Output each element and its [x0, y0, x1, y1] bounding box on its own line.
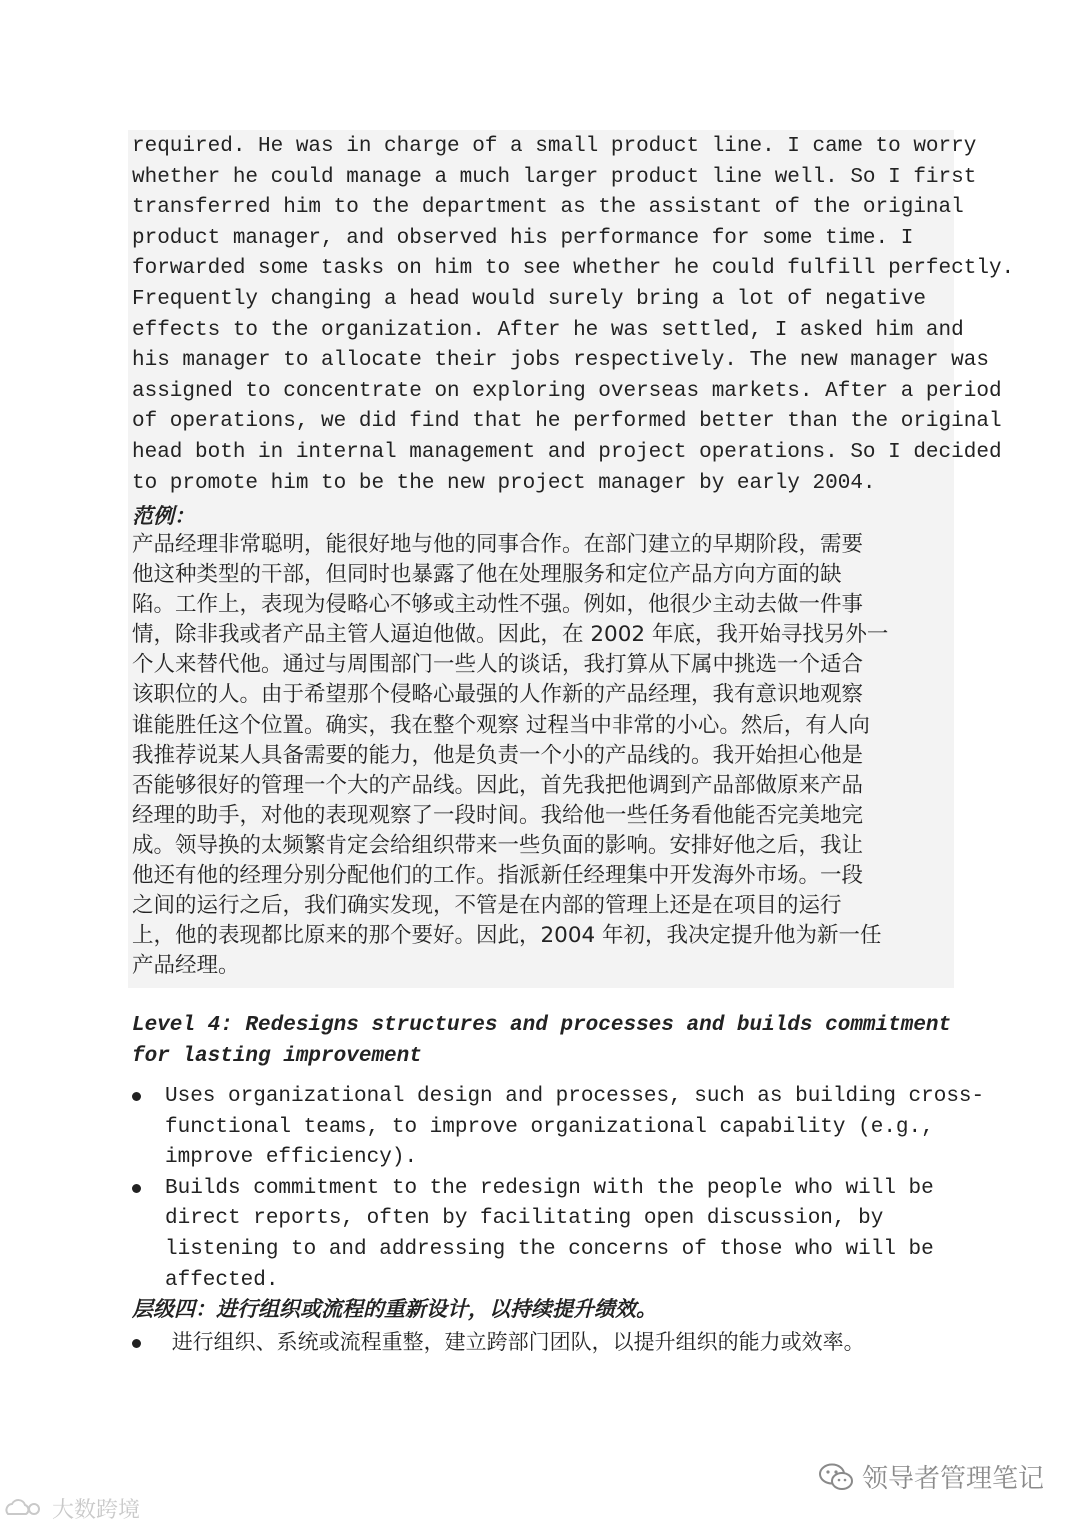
- bullet-icon: [132, 1184, 141, 1193]
- watermark-left-text: 大数跨境: [52, 1498, 141, 1523]
- wechat-icon: [818, 1462, 854, 1492]
- bullet-text: Uses organizational design and processes, such as building cross- functional teams, to improve organizational capability (e.g., improve efficiency).: [165, 1085, 985, 1170]
- watermark-right: [818, 1458, 1044, 1495]
- list-item: [132, 1174, 962, 1296]
- watermark-left: [2, 1493, 140, 1524]
- list-item: [132, 1326, 865, 1356]
- example-heading: 范例：: [132, 504, 195, 528]
- example-chinese-paragraph: 产品经理非常聪明，能很好地与他的同事合作。在部门建立的早期阶段，需要 他这种类型的干部，但同时也暴露了他在处理服务和定位产品方向方面的缺 陷。工作上，表现为侵略心不够或主动性不强。例如，他很少主动去做一件事 情，除非我或者产品主管人逼迫他做。因此，在 2002 年底，我开始寻找另外一 个人来替代他。通过与周围部门一些人的谈话，我打算从下属中挑选一个适合 该职位的人。由于希望那个侵略心最强的人作新的产品经理，我有意识地观察 谁能胜任这个位置。确实，我在整个观察 过程当中非常的小心。然后，有人向 我推荐说某人具备需要的能力，他是负责一个小的产品线的。我开始担心他是 否能够很好的管理一个大的产品线。因此，首先我把他调到产品部做原来产品 经理的助手，对他的表现观察了一段时间。我给他一些任务看他能否完美地完 成。领导换的太频繁肯定会给组织带来一些负面的影响。安排好他之后，我让 他还有他的经理分别分配他们的工作。指派新任经理集中开发海外市场。一段 之间的运行之后，我们确实发现，不管是在内部的管理上还是在项目的运行 上，他的表现都比原来的那个要好。因此，2004 年初，我决定提升他为新一任 产品经理。: [132, 532, 889, 979]
- watermark-right-text: 领导者管理笔记: [861, 1464, 1044, 1494]
- list-item: [132, 1082, 985, 1174]
- level-4-title: Level 4: Redesigns structures and processes and builds commitment for lasting improvement: [132, 1014, 952, 1068]
- bullet-icon: [132, 1339, 141, 1348]
- bullet-icon: [132, 1092, 141, 1101]
- level-4-bullet-list: [132, 1082, 985, 1296]
- bullet-text: Builds commitment to the redesign with the people who will be direct reports, often by facilitating open discussion, by listening to and addressing the concerns of those who will be affected.: [165, 1176, 934, 1292]
- cloud-tag-icon: [2, 1498, 46, 1520]
- level-4-chinese-heading: 层级四：进行组织或流程的重新设计，以持续提升绩效。: [132, 1297, 657, 1321]
- example-english-paragraph: required. He was in charge of a small product line. I came to worry whether he could manage a much larger product line well. So I first transferred him to the department as the assistant of the original product manager, and observed his performance for some time. I forwarded some tasks on him to see whether he could fulfill perfectly. Frequently changing a head would surely bring a lot of negative effects to the organization. After he was settled, I asked him and his manager to allocate their jobs respectively. The new manager was assigned to concentrate on exploring overseas markets. After a period of operations, we did find that he performed better than the original head both in internal management and project operations. So I decided to promote him to be the new project manager by early 2004.: [132, 135, 1015, 495]
- bullet-text: 进行组织、系统或流程重整，建立跨部门团队，以提升组织的能力或效率。: [171, 1330, 865, 1354]
